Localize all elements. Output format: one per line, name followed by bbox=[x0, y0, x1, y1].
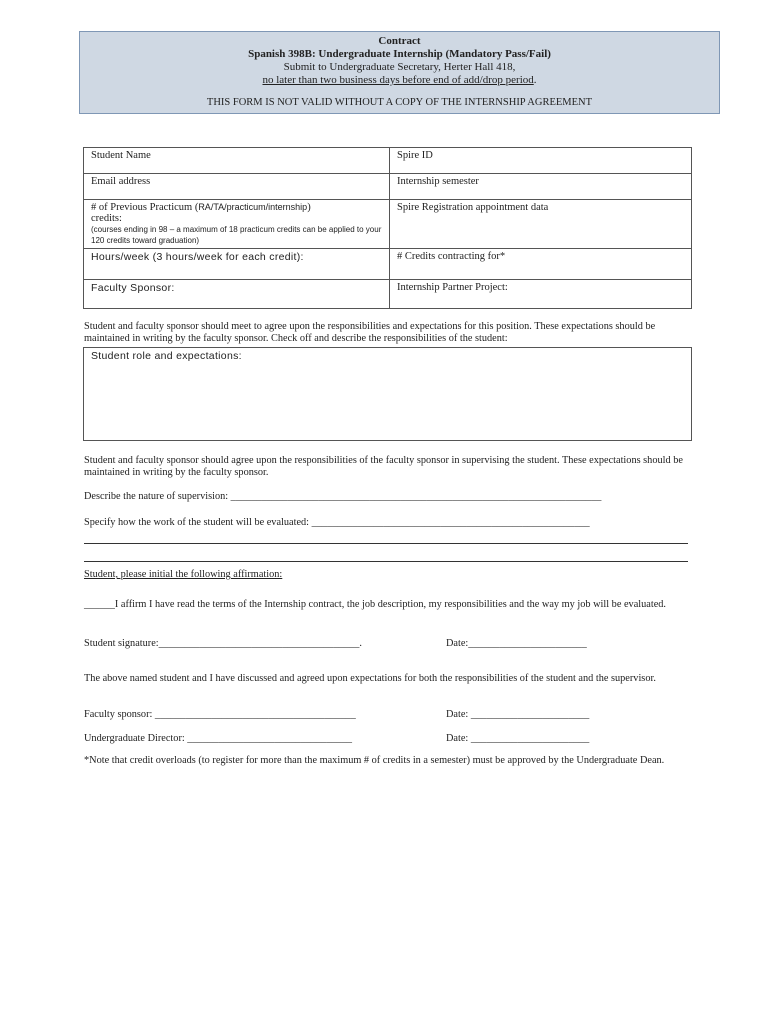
student-role-label: Student role and expectations: bbox=[91, 350, 242, 362]
evaluation-line-3[interactable] bbox=[84, 561, 688, 562]
director-date-field[interactable]: Date: _______________________ bbox=[446, 733, 590, 744]
partner-project-label: Internship Partner Project: bbox=[397, 282, 508, 293]
submit-instruction: Submit to Undergraduate Secretary, Herter Hall 418, bbox=[283, 61, 516, 73]
credits-contracting-field[interactable] bbox=[390, 249, 692, 280]
hours-week-label: Hours/week (3 hours/week for each credit): bbox=[91, 251, 304, 263]
faculty-sponsor-label: Faculty Sponsor: bbox=[91, 282, 175, 294]
student-responsibility-paragraph: Student and faculty sponsor should meet to agree upon the responsibilities and expectations for this position. These expectations should be maintained in writing by the faculty sponsor. Check off and describe the responsibilities of the student: bbox=[84, 321, 656, 344]
deadline-text: no later than two business days before end of add/drop period bbox=[262, 74, 534, 86]
validity-notice: THIS FORM IS NOT VALID WITHOUT A COPY OF THE INTERNSHIP AGREEMENT bbox=[206, 97, 593, 108]
spire-id-label: Spire ID bbox=[397, 150, 433, 161]
semester-label: Internship semester bbox=[397, 176, 479, 187]
deadline-line bbox=[80, 74, 719, 87]
student-role-textarea[interactable] bbox=[83, 347, 692, 441]
prev-practicum-prefix: # of Previous Practicum ( bbox=[91, 202, 199, 213]
student-name-field[interactable] bbox=[84, 148, 390, 174]
form-title: Contract bbox=[378, 35, 421, 47]
semester-field[interactable] bbox=[390, 174, 692, 200]
header-box bbox=[79, 31, 720, 114]
student-date-field[interactable]: Date:_______________________ bbox=[446, 638, 587, 649]
faculty-signature-field[interactable]: Faculty sponsor: _______________________________________ bbox=[84, 709, 356, 720]
evaluation-line-2[interactable] bbox=[84, 543, 688, 544]
credits-contracting-label: # Credits contracting for* bbox=[397, 251, 506, 262]
course-title: Spanish 398B: Undergraduate Internship (Mandatory Pass/Fail) bbox=[248, 48, 551, 60]
partner-project-field[interactable] bbox=[390, 280, 692, 309]
affirmation-heading: Student, please initial the following affirmation: bbox=[84, 569, 283, 580]
spire-registration-label: Spire Registration appointment data bbox=[397, 202, 549, 213]
evaluation-field[interactable]: Specify how the work of the student will be evaluated: ______________________________________________________ bbox=[84, 517, 590, 528]
student-name-label: Student Name bbox=[91, 150, 151, 161]
student-info-table bbox=[83, 147, 692, 309]
spire-id-field[interactable] bbox=[390, 148, 692, 174]
prev-practicum-suffix: ) bbox=[307, 202, 311, 213]
faculty-sponsor-field[interactable] bbox=[84, 280, 390, 309]
credit-overload-footnote: *Note that credit overloads (to register for more than the maximum # of credits in a semester) must be approved by the Undergraduate Dean. bbox=[84, 755, 665, 766]
student-signature-field[interactable]: Student signature:_______________________________________. bbox=[84, 638, 363, 649]
email-field[interactable] bbox=[84, 174, 390, 200]
director-signature-field[interactable]: Undergraduate Director: ________________________________ bbox=[84, 733, 353, 744]
practicum-note: (courses ending in 98 – a maximum of 18 practicum credits can be applied to your 120 credits toward graduation) bbox=[91, 225, 382, 245]
faculty-date-field[interactable]: Date: _______________________ bbox=[446, 709, 590, 720]
prev-practicum-label bbox=[91, 202, 382, 213]
affirmation-text[interactable]: ______I affirm I have read the terms of the Internship contract, the job description, my responsibilities and the way my job will be evaluated. bbox=[84, 599, 666, 610]
email-label: Email address bbox=[91, 176, 151, 187]
hours-week-field[interactable] bbox=[84, 249, 390, 280]
supervision-field[interactable]: Describe the nature of supervision: ________________________________________________________________________ bbox=[84, 491, 602, 502]
faculty-responsibility-paragraph: Student and faculty sponsor should agree upon the responsibilities of the faculty sponsor in supervising the student. These expectations should be maintained in writing by the faculty sponsor. bbox=[84, 455, 683, 478]
prev-practicum-types: RA/TA/practicum/internship bbox=[198, 202, 308, 212]
prev-practicum-field[interactable] bbox=[84, 200, 390, 249]
credits-label: credits: bbox=[91, 213, 122, 224]
spire-registration-field[interactable] bbox=[390, 200, 692, 249]
deadline-period: . bbox=[533, 74, 537, 86]
agreement-paragraph: The above named student and I have discussed and agreed upon expectations for both the responsibilities of the student and the supervisor. bbox=[84, 673, 656, 684]
